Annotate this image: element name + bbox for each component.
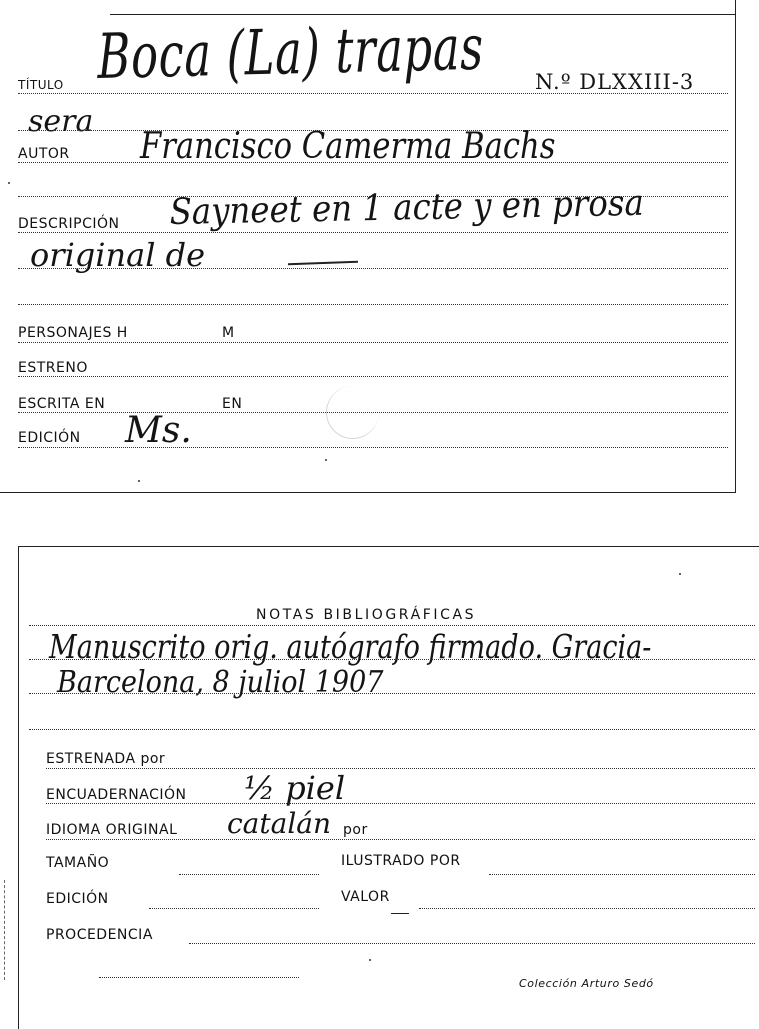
estreno-label: ESTRENO: [18, 360, 88, 376]
notas-line-3: [29, 729, 755, 730]
notas-title: NOTAS BIBLIOGRÁFICAS: [256, 607, 477, 623]
personajes-m-label: M: [222, 325, 235, 341]
catalog-card-top: [0, 0, 736, 493]
notas-handwritten-1: Manuscrito orig. autógrafo firmado. Gracia-: [49, 627, 652, 666]
tamano-line: [179, 874, 319, 875]
estrenada-label: ESTRENADA por: [46, 751, 166, 767]
notas-line-2: [29, 693, 755, 694]
titulo-handwritten-cont: sera: [28, 104, 94, 139]
edicion-handwritten: Ms.: [125, 410, 192, 451]
edicion-label: EDICIÓN: [18, 430, 81, 446]
valor-dash: [391, 913, 409, 914]
personajes-label: PERSONAJES H: [18, 325, 128, 341]
escrita-en-label: EN: [222, 396, 243, 412]
notas-handwritten-2: Barcelona, 8 juliol 1907: [57, 665, 384, 700]
escrita-label: ESCRITA EN: [18, 396, 106, 412]
notas-line-1: [29, 659, 755, 660]
titulo-handwritten: Boca (La) trapas: [97, 10, 485, 93]
procedencia-label: PROCEDENCIA: [46, 927, 153, 943]
idioma-label: IDIOMA ORIGINAL: [46, 822, 178, 838]
edicion-line: [18, 447, 728, 448]
valor-line: [419, 908, 755, 909]
ilustrado-label: ILUSTRADO POR: [341, 853, 461, 869]
ilustrado-line: [489, 874, 755, 875]
speck: [369, 959, 371, 961]
blank-line-3: [99, 977, 299, 978]
idioma-line: [46, 839, 755, 840]
descripcion-label: DESCRIPCIÓN: [18, 216, 120, 232]
speck: [325, 459, 327, 461]
idioma-handwritten: catalán: [227, 807, 332, 840]
descripcion-handwritten: Sayneet en 1 acte y en prosa: [169, 182, 645, 233]
edicion-label: EDICIÓN: [46, 891, 109, 907]
valor-label: VALOR: [341, 889, 390, 905]
speck: [138, 480, 140, 482]
speck: [8, 182, 10, 184]
personajes-line: [18, 342, 728, 343]
descripcion-handwritten-cont: original de: [30, 236, 206, 274]
notas-line-0: [29, 625, 755, 626]
titulo-label: TÍTULO: [18, 78, 64, 92]
smudge-mark: [326, 386, 379, 439]
estrenada-line: [46, 768, 755, 769]
speck: [679, 573, 681, 575]
tamano-label: TAMAÑO: [46, 855, 110, 871]
encuadernacion-line: [46, 803, 755, 804]
edicion-line: [149, 908, 319, 909]
autor-handwritten: Francisco Camerma Bachs: [140, 126, 556, 167]
descripcion-line: [18, 232, 728, 233]
left-edge-mark: [4, 880, 5, 980]
idioma-por-label: por: [343, 822, 368, 838]
procedencia-line: [189, 943, 755, 944]
numero-handwritten: N.º DLXXIII-3: [535, 70, 695, 94]
descripcion-line-2: [18, 268, 728, 269]
descripcion-dash: [288, 261, 358, 265]
blank-line-2: [18, 304, 728, 305]
catalog-card-bottom: [18, 546, 759, 1029]
estreno-line: [18, 376, 728, 377]
autor-label: AUTOR: [18, 146, 70, 162]
encuadernacion-handwritten: ½ piel: [244, 769, 346, 807]
encuadernacion-label: ENCUADERNACIÓN: [46, 787, 187, 803]
collection-credit: Colección Arturo Sedó: [519, 977, 654, 990]
